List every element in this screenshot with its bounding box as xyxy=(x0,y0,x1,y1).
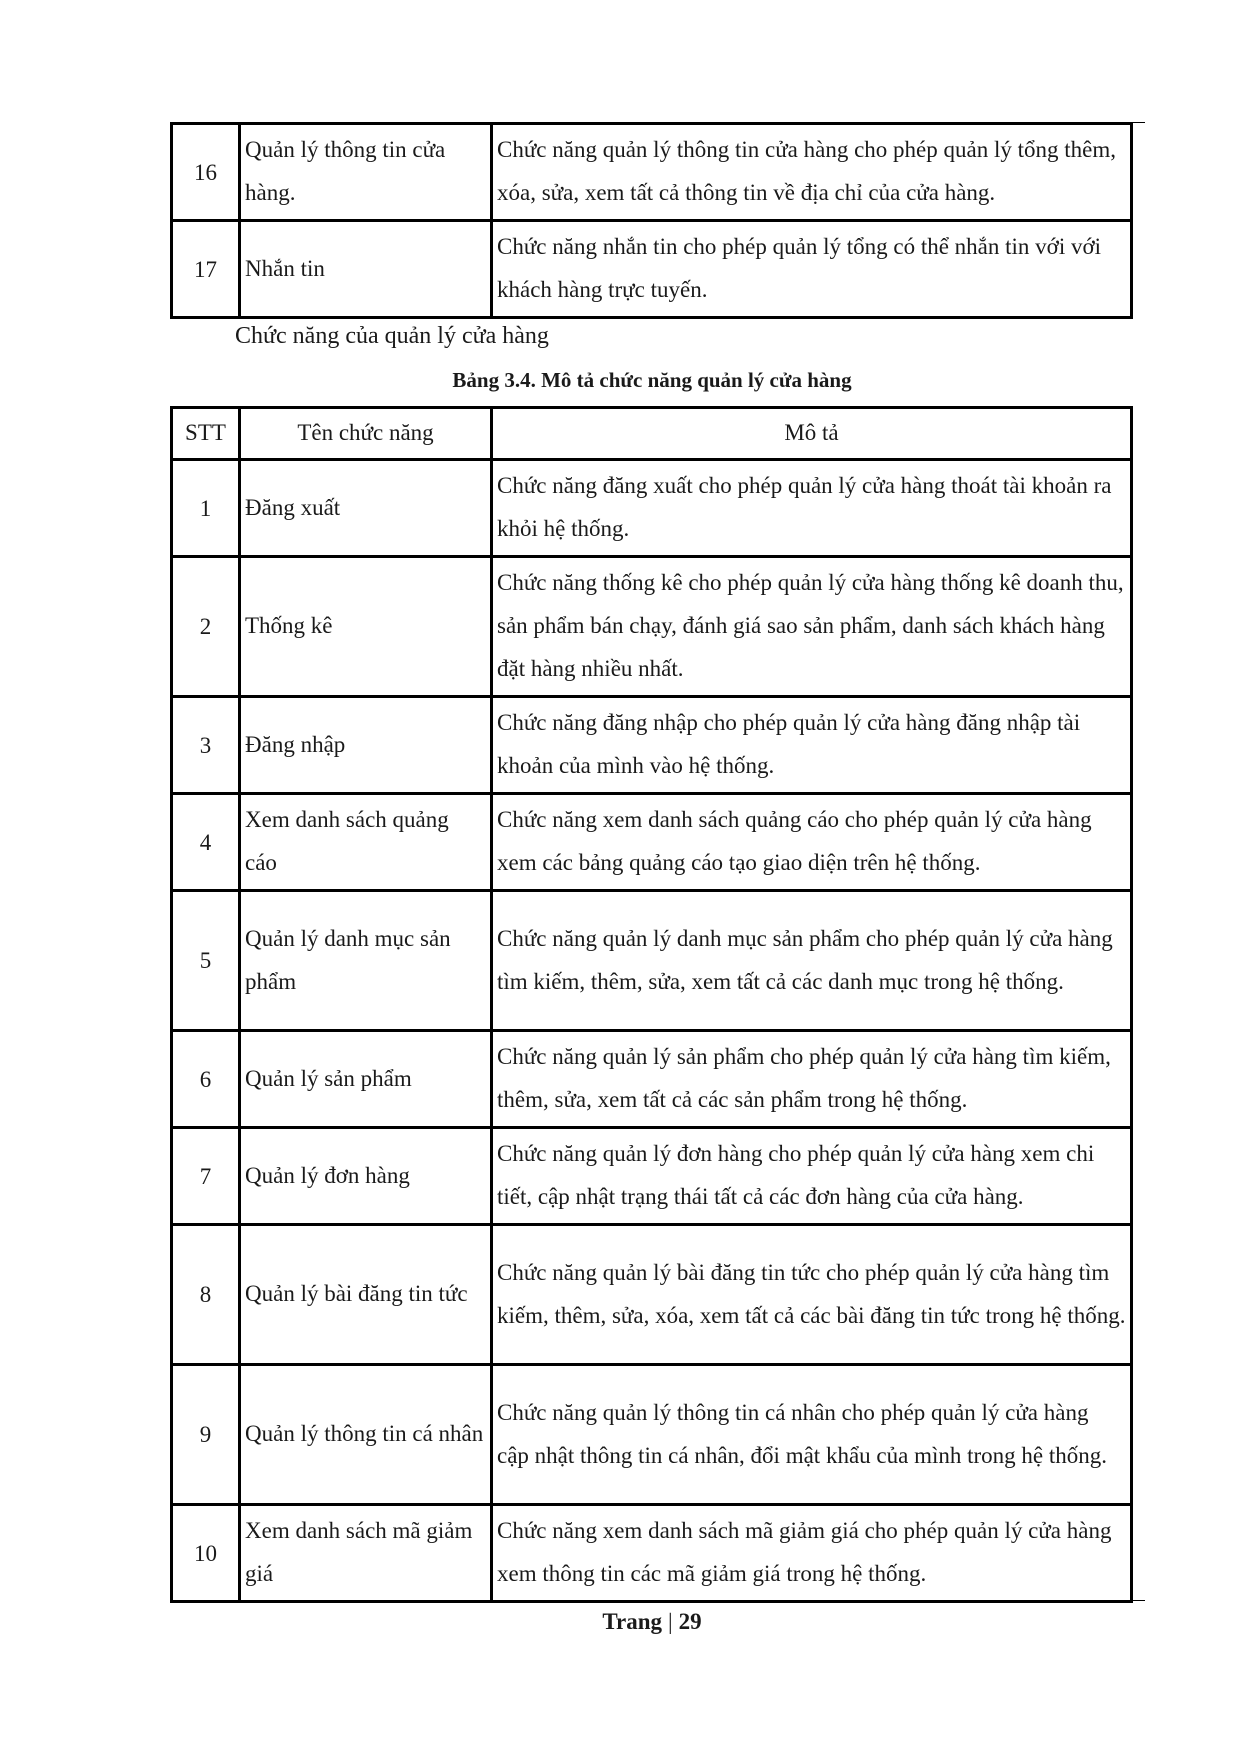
table-row xyxy=(172,557,1132,697)
row-stt: 16 xyxy=(172,124,240,221)
row-stt: 8 xyxy=(172,1225,240,1365)
table-row xyxy=(172,891,1132,1031)
table-row xyxy=(172,1505,1132,1602)
header-stt: STT xyxy=(172,408,240,460)
row-function-name: Quản lý sản phẩm xyxy=(240,1031,492,1128)
table-row xyxy=(172,697,1132,794)
row-stt: 3 xyxy=(172,697,240,794)
row-stt: 1 xyxy=(172,460,240,557)
continued-function-table xyxy=(170,122,1133,319)
row-description: Chức năng đăng xuất cho phép quản lý cửa hàng thoát tài khoản ra khỏi hệ thống. xyxy=(492,460,1132,557)
row-stt: 6 xyxy=(172,1031,240,1128)
row-stt: 10 xyxy=(172,1505,240,1602)
table-caption: Bảng 3.4. Mô tả chức năng quản lý cửa hàng xyxy=(452,368,852,392)
row-function-name: Đăng xuất xyxy=(240,460,492,557)
row-function-name: Xem danh sách quảng cáo xyxy=(240,794,492,891)
footer-label: Trang xyxy=(602,1609,663,1634)
table-row xyxy=(172,124,1132,221)
table-row xyxy=(172,1128,1132,1225)
row-stt: 17 xyxy=(172,221,240,318)
row-function-name: Đăng nhập xyxy=(240,697,492,794)
section-title: Chức năng của quản lý cửa hàng xyxy=(235,323,549,349)
row-description: Chức năng quản lý thông tin cửa hàng cho phép quản lý tổng thêm, xóa, sửa, xem tất cả thông tin về địa chỉ của cửa hàng. xyxy=(492,124,1132,221)
row-function-name: Thống kê xyxy=(240,557,492,697)
row-description: Chức năng quản lý sản phẩm cho phép quản lý cửa hàng tìm kiếm, thêm, sửa, xem tất cả các sản phẩm trong hệ thống. xyxy=(492,1031,1132,1128)
table-header-row xyxy=(172,408,1132,460)
row-function-name: Nhắn tin xyxy=(240,221,492,318)
row-function-name: Quản lý danh mục sản phẩm xyxy=(240,891,492,1031)
store-manager-function-table xyxy=(170,406,1133,1603)
table-row xyxy=(172,1031,1132,1128)
row-function-name: Quản lý thông tin cửa hàng. xyxy=(240,124,492,221)
row-description: Chức năng xem danh sách quảng cáo cho phép quản lý cửa hàng xem các bảng quảng cáo tạo giao diện trên hệ thống. xyxy=(492,794,1132,891)
table-row xyxy=(172,221,1132,318)
row-description: Chức năng đăng nhập cho phép quản lý cửa hàng đăng nhập tài khoản của mình vào hệ thống. xyxy=(492,697,1132,794)
row-function-name: Quản lý đơn hàng xyxy=(240,1128,492,1225)
row-description: Chức năng quản lý danh mục sản phẩm cho phép quản lý cửa hàng tìm kiếm, thêm, sửa, xem tất cả các danh mục trong hệ thống. xyxy=(492,891,1132,1031)
row-function-name: Xem danh sách mã giảm giá xyxy=(240,1505,492,1602)
footer-separator: | xyxy=(668,1609,673,1634)
footer-rule xyxy=(175,1600,1145,1601)
row-function-name: Quản lý bài đăng tin tức xyxy=(240,1225,492,1365)
row-stt: 5 xyxy=(172,891,240,1031)
row-description: Chức năng quản lý đơn hàng cho phép quản lý cửa hàng xem chi tiết, cập nhật trạng thái tất cả các đơn hàng của cửa hàng. xyxy=(492,1128,1132,1225)
row-stt: 2 xyxy=(172,557,240,697)
table-row xyxy=(172,1365,1132,1505)
page-footer xyxy=(170,1606,1134,1638)
row-function-name: Quản lý thông tin cá nhân xyxy=(240,1365,492,1505)
row-description: Chức năng xem danh sách mã giảm giá cho phép quản lý cửa hàng xem thông tin các mã giảm giá trong hệ thống. xyxy=(492,1505,1132,1602)
row-stt: 7 xyxy=(172,1128,240,1225)
table-row xyxy=(172,460,1132,557)
row-stt: 9 xyxy=(172,1365,240,1505)
row-description: Chức năng thống kê cho phép quản lý cửa hàng thống kê doanh thu, sản phẩm bán chạy, đánh giá sao sản phẩm, danh sách khách hàng đặt hàng nhiều nhất. xyxy=(492,557,1132,697)
table-row xyxy=(172,794,1132,891)
row-description: Chức năng nhắn tin cho phép quản lý tổng có thể nhắn tin với với khách hàng trực tuyến. xyxy=(492,221,1132,318)
row-stt: 4 xyxy=(172,794,240,891)
row-description: Chức năng quản lý thông tin cá nhân cho phép quản lý cửa hàng cập nhật thông tin cá nhân, đổi mật khẩu của mình trong hệ thống. xyxy=(492,1365,1132,1505)
row-description: Chức năng quản lý bài đăng tin tức cho phép quản lý cửa hàng tìm kiếm, thêm, sửa, xóa, xem tất cả các bài đăng tin tức trong hệ thống. xyxy=(492,1225,1132,1365)
table-row xyxy=(172,1225,1132,1365)
header-function-name: Tên chức năng xyxy=(240,408,492,460)
page-number: 29 xyxy=(678,1609,702,1634)
header-description: Mô tả xyxy=(492,408,1132,460)
